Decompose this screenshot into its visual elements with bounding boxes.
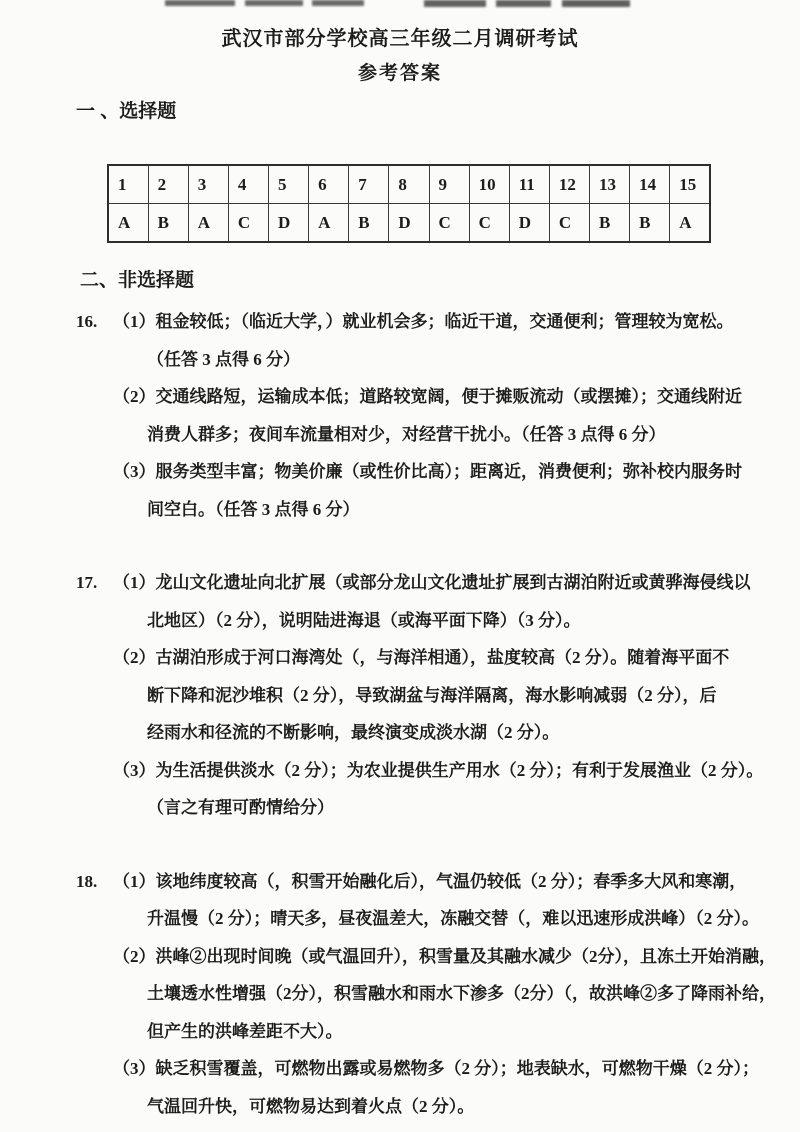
answer-line: 北地区）（2 分），说明陆进海退（或海平面下降）（3 分）。 [147, 610, 581, 630]
question-number-cell: 12 [549, 165, 589, 204]
question-number-cell: 5 [269, 165, 309, 204]
answer-letter-cell: C [549, 204, 589, 243]
answer-line: 经雨水和径流的不断影响，最终演变成淡水湖（2 分）。 [147, 723, 560, 742]
answer-line: 土壤透水性增强（2分），积雪融水和雨水下渗多（2分）（，故洪峰②多了降雨补给， [147, 984, 776, 1003]
answer-line: 断下降和泥沙堆积（2 分），导致湖盆与海洋隔离，海水影响减弱（2 分），后 [147, 685, 717, 705]
answer-line: 升温慢（2 分）；晴天多，昼夜温差大，冻融交替（，难以迅速形成洪峰）（2 分）。 [147, 909, 759, 928]
question-number-cell: 2 [148, 165, 188, 204]
question-number-cell: 8 [389, 165, 429, 204]
question-number: 16. [76, 312, 98, 331]
answers-body [76, 303, 776, 1125]
question-number-cell: 4 [228, 165, 268, 204]
answer-line: （3）服务类型丰富；物美价廉（或性价比高）；距离近，消费便利；弥补校内服务时 [113, 462, 742, 481]
answer-text: （1）该地纬度较高（，积雪开始融化后），气温仍较低（2 分）；春季多大风和寒潮， [113, 871, 747, 891]
question-number-cell: 6 [309, 165, 349, 204]
question-number-cell: 11 [509, 165, 549, 204]
answer-line: 消费人群多；夜间车流量相对少，对经营干扰小。（任答 3 点得 6 分） [147, 424, 666, 444]
question-number: 18. [76, 871, 98, 891]
question-18-answer-block [76, 863, 776, 1126]
answer-text: （1）租金较低；（临近大学，）就业机会多；临近干道，交通便利；管理较为宽松。 [113, 312, 734, 331]
question-number-cell: 15 [670, 165, 710, 204]
answer-letter-cell: C [429, 204, 469, 243]
answer-line: （2）古湖泊形成于河口海湾处（，与海洋相通），盐度较高（2 分）。随着海平面不 [113, 648, 730, 667]
scan-artifact-band [0, 0, 800, 10]
question-number-cell: 13 [590, 165, 630, 204]
answer-letter-cell: B [148, 204, 188, 243]
answer-line: （3）为生活提供淡水（2 分）；为农业提供生产用水（2 分）；有利于发展渔业（2 分）。 [113, 760, 764, 780]
question-number-cell: 10 [469, 165, 509, 204]
table-row-question-numbers [108, 165, 710, 204]
answer-letter-cell: B [590, 204, 630, 243]
answer-line: （任答 3 点得 6 分） [147, 349, 300, 369]
answer-letter-cell: C [469, 204, 509, 243]
question-17-answer-block [76, 564, 764, 827]
question-number-cell: 1 [108, 165, 148, 204]
answer-letter-cell: D [269, 204, 309, 243]
answer-letter-cell: D [509, 204, 549, 243]
question-number-cell: 9 [429, 165, 469, 204]
answer-line: （2）洪峰②出现时间晚（或气温回升），积雪量及其融水减少（2分），且冻土开始消融， [113, 946, 776, 966]
answer-letter-cell: B [349, 204, 389, 243]
answer-line: （2）交通线路短，运输成本低；道路较宽阔，便于摊贩流动（或摆摊）；交通线附近 [113, 387, 742, 406]
answer-line: （3）缺乏积雪覆盖，可燃物出露或易燃物多（2 分）；地表缺水，可燃物干燥（2 分）； [113, 1059, 759, 1078]
answer-letter-cell: A [108, 204, 148, 243]
answer-letter-cell: C [228, 204, 268, 243]
question-number-cell: 14 [630, 165, 670, 204]
page-title: 武汉市部分学校高三年级二月调研考试 [221, 28, 579, 50]
answer-line [76, 863, 760, 901]
answer-line: 气温回升快，可燃物易达到着火点（2 分）。 [147, 1096, 475, 1116]
answer-letter-cell: A [670, 204, 710, 243]
question-number: 17. [76, 573, 98, 592]
question-number-cell: 3 [188, 165, 228, 204]
answer-line [76, 303, 760, 341]
answer-line: （言之有理可酌情给分） [147, 798, 334, 817]
section-heading-choice: 一 、选择题 [76, 101, 177, 122]
answer-letter-cell: A [309, 204, 349, 243]
question-number-cell: 7 [349, 165, 389, 204]
answer-text: （1）龙山文化遗址向北扩展（或部分龙山文化遗址扩展到古湖泊附近或黄骅海侵线以 [113, 573, 751, 592]
section-heading-non-choice: 二、非选择题 [80, 270, 195, 291]
question-16-answer-block [76, 303, 760, 528]
answer-line: 间空白。（任答 3 点得 6 分） [147, 499, 360, 519]
answer-letter-cell: D [389, 204, 429, 243]
answer-letter-cell: A [188, 204, 228, 243]
page-subtitle: 参考答案 [357, 63, 442, 84]
answer-line: 但产生的洪峰差距不大）。 [147, 1021, 343, 1041]
table-row-answers [108, 204, 710, 243]
multiple-choice-answer-table [107, 164, 711, 243]
answer-line [76, 564, 760, 602]
answer-letter-cell: B [630, 204, 670, 243]
